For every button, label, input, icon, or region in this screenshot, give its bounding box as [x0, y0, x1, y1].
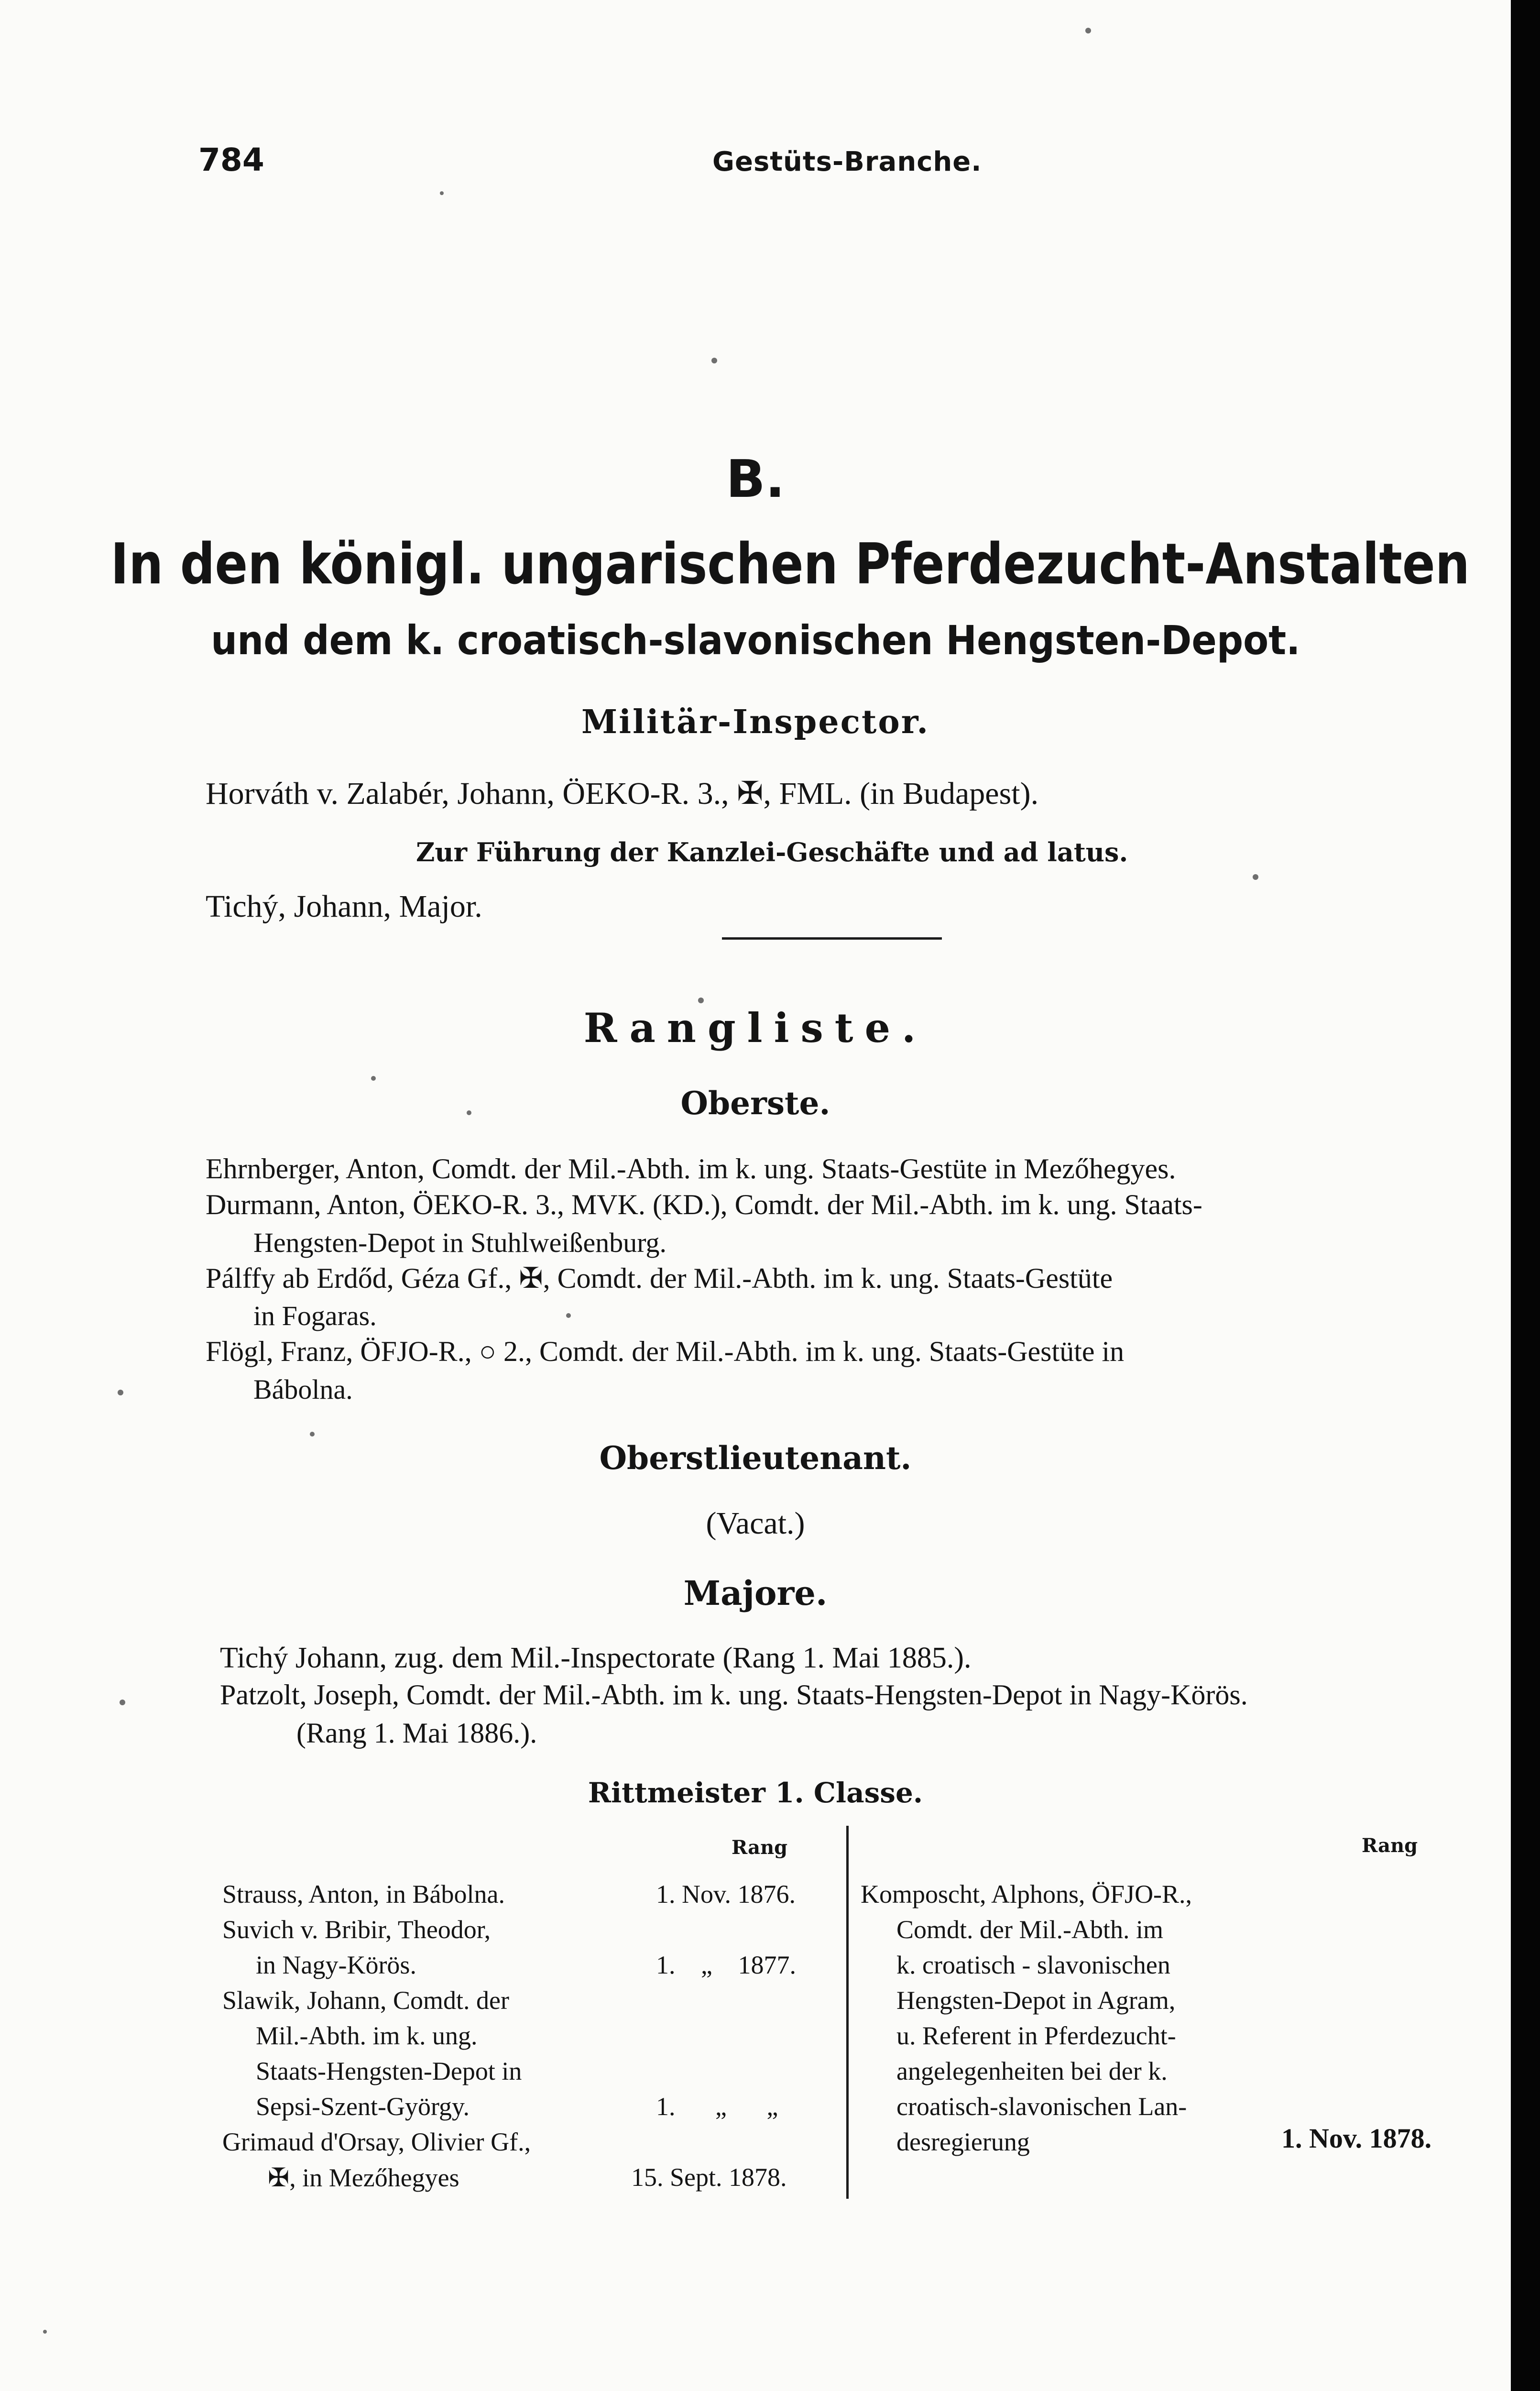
divider-rule — [722, 937, 942, 940]
majore-entry-1: Tichý Johann, zug. dem Mil.-Inspectorate (Rang 1. Mai 1885.). — [220, 1642, 972, 1674]
rittmeister-right-line-3: k. croatisch - slavonischen — [896, 1951, 1170, 1979]
majore-entry-2: Patzolt, Joseph, Comdt. der Mil.-Abth. im k. ung. Staats-Hengsten-Depot in Nagy-Körös. — [220, 1679, 1248, 1711]
rang-label-right: Rang — [1362, 1834, 1418, 1857]
rittmeister-left-line-1: Strauss, Anton, in Bábolna. — [222, 1880, 505, 1908]
rittmeister-right-line-7: croatisch-slavonischen Lan- — [896, 2092, 1187, 2121]
rang-label-left: Rang — [732, 1836, 788, 1859]
page-number: 784 — [198, 142, 264, 178]
scan-speck — [1253, 874, 1258, 880]
inspector-heading: Militär-Inspector. — [581, 703, 930, 741]
scan-speck — [1085, 28, 1091, 33]
oberste-heading: Oberste. — [680, 1085, 830, 1122]
oberste-entry-3: Pálffy ab Erdőd, Géza Gf., ✠, Comdt. der Mil.-Abth. im k. ung. Staats-Gestüte — [206, 1262, 1113, 1294]
rittmeister-left-line-2: Suvich v. Bribir, Theodor, — [222, 1915, 491, 1944]
chancery-heading: Zur Führung der Kanzlei-Geschäfte und ad latus. — [416, 837, 1128, 867]
rittmeister-right-line-6: angelegenheiten bei der k. — [896, 2057, 1168, 2085]
scan-speck — [566, 1313, 571, 1318]
scan-speck — [440, 191, 444, 195]
rittmeister-right-line-1: Komposcht, Alphons, ÖFJO-R., — [861, 1880, 1192, 1908]
inspector-entry: Horváth v. Zalabér, Johann, ÖEKO-R. 3., ✠, FML. (in Budapest). — [206, 776, 1039, 811]
rittmeister-left-line-8: Grimaud d'Orsay, Olivier Gf., — [222, 2128, 531, 2156]
rittmeister-right-line-4: Hengsten-Depot in Agram, — [896, 1986, 1176, 2015]
oberstlieutenant-heading: Oberstlieutenant. — [599, 1439, 912, 1477]
rittmeister-left-line-3: in Nagy-Körös. — [256, 1951, 416, 1979]
rittmeister-left-line-7: Sepsi-Szent-György. — [256, 2092, 470, 2121]
scan-speck — [467, 1110, 471, 1115]
oberste-entry-3-cont: in Fogaras. — [253, 1300, 377, 1331]
title-line1-wrap — [0, 531, 1511, 597]
chancery-entry: Tichý, Johann, Major. — [206, 889, 482, 924]
running-title: Gestüts-Branche. — [712, 146, 982, 177]
title-line2-wrap — [0, 617, 1511, 664]
oberste-entry-2: Durmann, Anton, ÖEKO-R. 3., MVK. (KD.), Comdt. der Mil.-Abth. im k. ung. Staats- — [206, 1189, 1202, 1220]
rittmeister-right-line-2: Comdt. der Mil.-Abth. im — [896, 1915, 1163, 1944]
scan-speck — [698, 998, 704, 1003]
rittmeister-right-line-5: u. Referent in Pferdezucht- — [896, 2021, 1176, 2050]
scan-speck — [43, 2330, 47, 2334]
scan-speck — [711, 358, 717, 363]
oberste-entry-4-cont: Bábolna. — [253, 1374, 353, 1405]
scan-speck — [120, 1700, 125, 1705]
column-divider — [846, 1826, 849, 2199]
rittmeister-left-line-6: Staats-Hengsten-Depot in — [256, 2057, 522, 2085]
majore-heading: Majore. — [683, 1573, 828, 1613]
scan-edge — [1511, 0, 1540, 2391]
rittmeister-rang-1: 1. Nov. 1876. — [656, 1880, 796, 1908]
rittmeister-left-line-5: Mil.-Abth. im k. ung. — [256, 2021, 478, 2050]
rittmeister-rang-2: 1. „ 1877. — [656, 1951, 796, 1979]
majore-entry-2-cont: (Rang 1. Mai 1886.). — [296, 1717, 537, 1749]
oberste-entry-2-cont: Hengsten-Depot in Stuhlweißenburg. — [253, 1227, 666, 1258]
document-subtitle: und dem k. croatisch-slavonischen Hengsten-Depot. — [210, 617, 1300, 664]
oberste-entry-4: Flögl, Franz, ÖFJO-R., ○ 2., Comdt. der Mil.-Abth. im k. ung. Staats-Gestüte in — [206, 1336, 1125, 1367]
rittmeister-right-line-8: desregierung — [896, 2128, 1030, 2156]
scan-speck — [371, 1076, 376, 1081]
rittmeister-rang-3: 1. „ „ — [656, 2092, 778, 2121]
oberste-entry-1: Ehrnberger, Anton, Comdt. der Mil.-Abth. im k. ung. Staats-Gestüte in Mezőhegyes. — [206, 1153, 1176, 1185]
rangliste-heading: Rangliste. — [583, 1004, 928, 1052]
document-title: In den königl. ungarischen Pferdezucht-Anstalten — [110, 531, 1470, 597]
rittmeister-left-line-4: Slawik, Johann, Comdt. der — [222, 1986, 509, 2015]
scan-speck — [310, 1432, 315, 1437]
rittmeister-left-line-9: ✠, in Mezőhegyes — [268, 2163, 459, 2192]
rittmeister-rang-4: 15. Sept. 1878. — [631, 2163, 787, 2192]
section-letter: B. — [726, 450, 785, 509]
oberstlieutenant-entry: (Vacat.) — [706, 1506, 805, 1541]
rittmeister-heading: Rittmeister 1. Classe. — [588, 1777, 923, 1809]
scan-speck — [118, 1390, 123, 1395]
rittmeister-right-rang: 1. Nov. 1878. — [1281, 2123, 1432, 2154]
